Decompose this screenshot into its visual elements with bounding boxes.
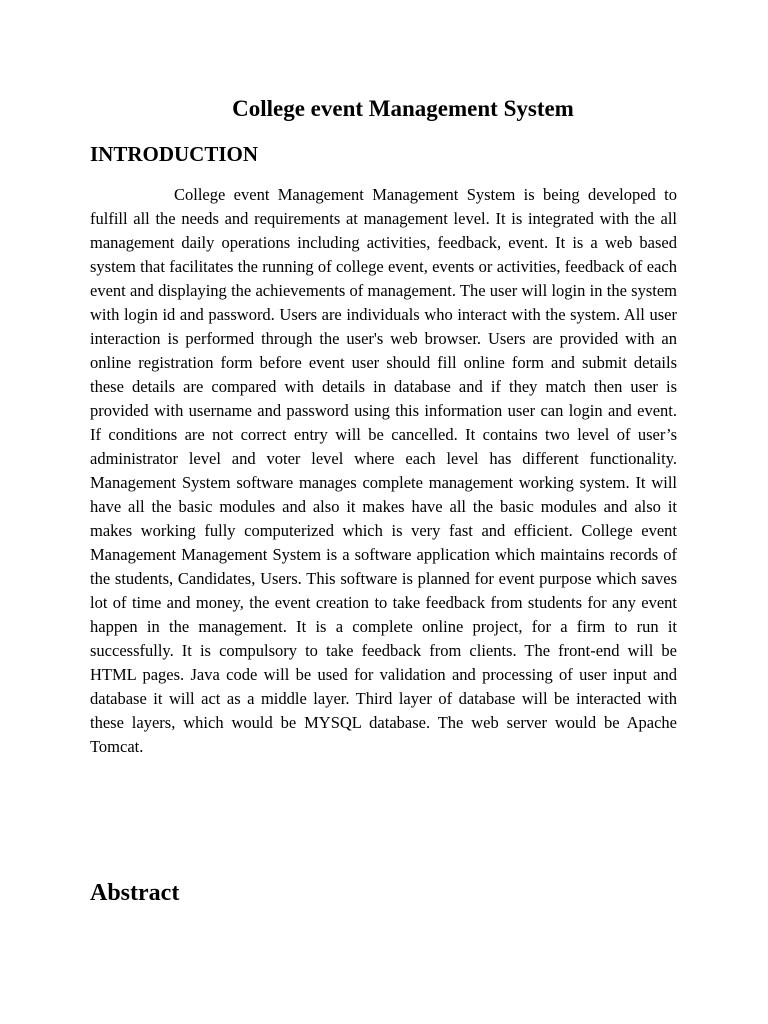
introduction-paragraph: College event Management Management System is being developed to fulfill all the needs and requirements at management level. It is integrated with the all management daily operations including activities, feedback, event. It is a web based system that facilitates the running of college event, events or activities, feedback of each event and displaying the achievements of management. The user will login in the system with login id and password. Users are individuals who interact with the system. All user interaction is performed through the user's web browser. Users are provided with an online registration form before event user should fill online form and submit details these details are compared with details in database and if they match then user is provided with username and password using this information user can login and event. If conditions are not correct entry will be cancelled. It contains two level of user’s administrator level and voter level where each level has different functionality. Management System software manages complete management working system. It will have all the basic modules and also it makes have all the basic modules and also it makes working fully computerized which is very fast and efficient. College event Management Management System is a software application which maintains records of the students, Candidates, Users. This software is planned for event purpose which saves lot of time and money, the event creation to take feedback from students for any event happen in the management. It is a complete online project, for a firm to run it successfully. It is compulsory to take feedback from clients. The front-end will be HTML pages. Java code will be used for validation and processing of user input and database it will act as a middle layer. Third layer of database will be interacted with these layers, which would be MYSQL database. The web server would be Apache Tomcat. xyxy=(90,185,677,756)
abstract-heading: Abstract xyxy=(90,880,180,906)
document-title: College event Management System xyxy=(232,96,574,121)
introduction-heading: INTRODUCTION xyxy=(90,142,259,166)
